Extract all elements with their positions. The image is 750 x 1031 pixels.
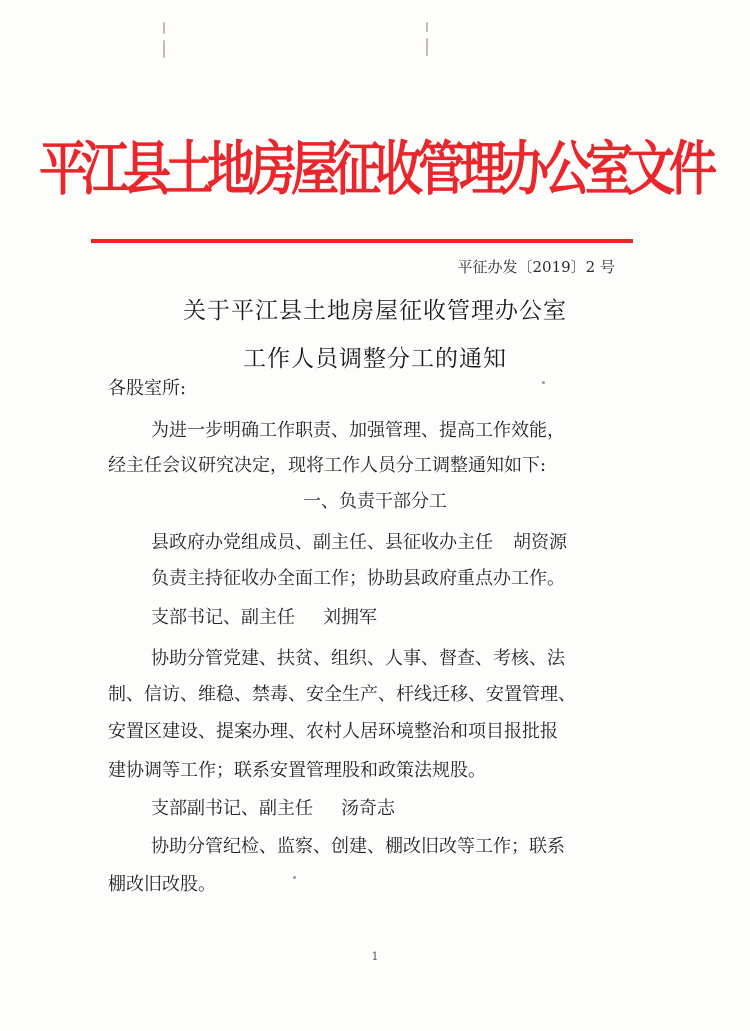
person-2-position: 支部书记、副主任 [151,607,295,628]
scan-mark [163,22,165,34]
person-2-duty-line: 建协调等工作；联系安置管理股和政策法规股。 [108,760,486,781]
person-2-duty-line: 协助分管党建、扶贫、组织、人事、督查、考核、法 [151,648,565,669]
document-title-line-2: 工作人员调整分工的通知 [243,346,507,372]
person-2-duty-line: 安置区建设、提案办理、农村人居环境整治和项目报批报 [108,721,558,742]
person-1-position: 县政府办党组成员、副主任、县征收办主任 [151,532,493,553]
scan-speck [293,876,296,879]
person-3-position: 支部副书记、副主任 [151,798,313,819]
person-1-name: 胡资源 [513,532,567,553]
person-2-heading [151,609,377,627]
red-divider-rule [91,239,633,243]
scan-mark [163,40,165,58]
person-1-duty: 负责主持征收办全面工作；协助县政府重点办工作。 [151,568,565,589]
person-2-name: 刘拥军 [323,607,377,628]
person-2-duty-line: 制、信访、维稳、禁毒、安全生产、杆线迁移、安置管理、 [108,684,576,705]
person-3-duty-line: 棚改旧改股。 [108,874,216,895]
person-1-heading [151,534,567,552]
person-3-name: 汤奇志 [341,798,395,819]
scan-mark [426,22,428,32]
section-heading: 一、负责干部分工 [303,491,447,512]
masthead-title: 平江县土地房屋征收管理办公室文件 [38,135,711,204]
document-number: 平征办发〔2019〕2 号 [457,258,615,276]
intro-line-1: 为进一步明确工作职责、加强管理、提高工作效能， [151,420,565,441]
scan-speck [542,381,545,384]
person-3-heading [151,800,395,818]
salutation: 各股室所: [108,378,187,399]
intro-line-2: 经主任会议研究决定，现将工作人员分工调整通知如下: [108,455,547,476]
document-title-line-1: 关于平江县土地房屋征收管理办公室 [183,298,567,324]
person-3-duty-line: 协助分管纪检、监察、创建、棚改旧改等工作；联系 [151,836,565,857]
page-number: 1 [371,950,379,963]
scan-mark [426,38,428,56]
